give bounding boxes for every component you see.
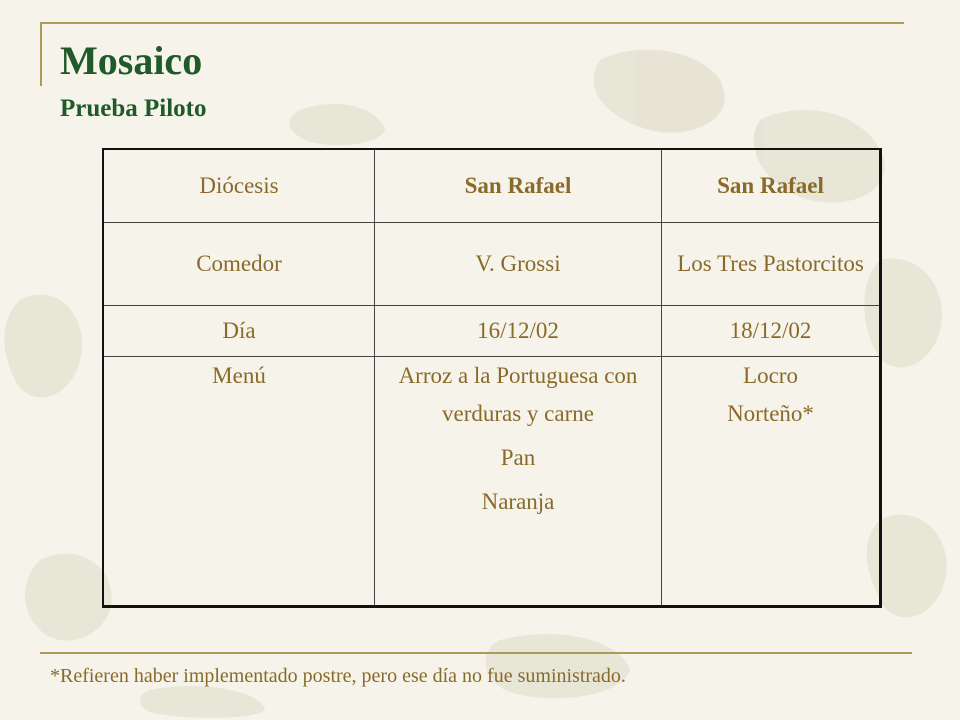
dia-cell-1: 16/12/02	[375, 306, 662, 357]
left-rule	[40, 22, 42, 86]
menu-cell-1	[375, 357, 662, 606]
header-cell-diocesis: Diócesis	[104, 150, 375, 223]
comedor-cell-1: V. Grossi	[375, 223, 662, 306]
data-table	[102, 148, 882, 608]
comedor-cell-2: Los Tres Pastorcitos	[662, 223, 880, 306]
table-header-row	[104, 150, 879, 223]
menu-cell-2	[662, 357, 880, 606]
bottom-rule	[40, 652, 912, 654]
row-label-comedor: Comedor	[104, 223, 375, 306]
slide-subtitle: Prueba Piloto	[60, 95, 207, 122]
header-cell-san-rafael-2: San Rafael	[662, 150, 880, 223]
row-label-menu: Menú	[104, 357, 375, 606]
table-row-menu	[104, 357, 879, 606]
menu-item: Locro Norteño*	[727, 363, 814, 426]
slide-title: Mosaico	[60, 38, 203, 83]
menu-item: Pan	[500, 445, 536, 470]
header-cell-san-rafael-1: San Rafael	[375, 150, 662, 223]
menu-item: Naranja	[481, 489, 555, 514]
table-row-comedor	[104, 223, 879, 306]
menu-item: Arroz a la Portuguesa con verduras y carne	[398, 363, 638, 426]
top-rule	[40, 22, 904, 24]
dia-cell-2: 18/12/02	[662, 306, 880, 357]
footnote: *Refieren haber implementado postre, pero ese día no fue suministrado.	[50, 665, 626, 687]
row-label-dia: Día	[104, 306, 375, 357]
table-row-dia	[104, 306, 879, 357]
